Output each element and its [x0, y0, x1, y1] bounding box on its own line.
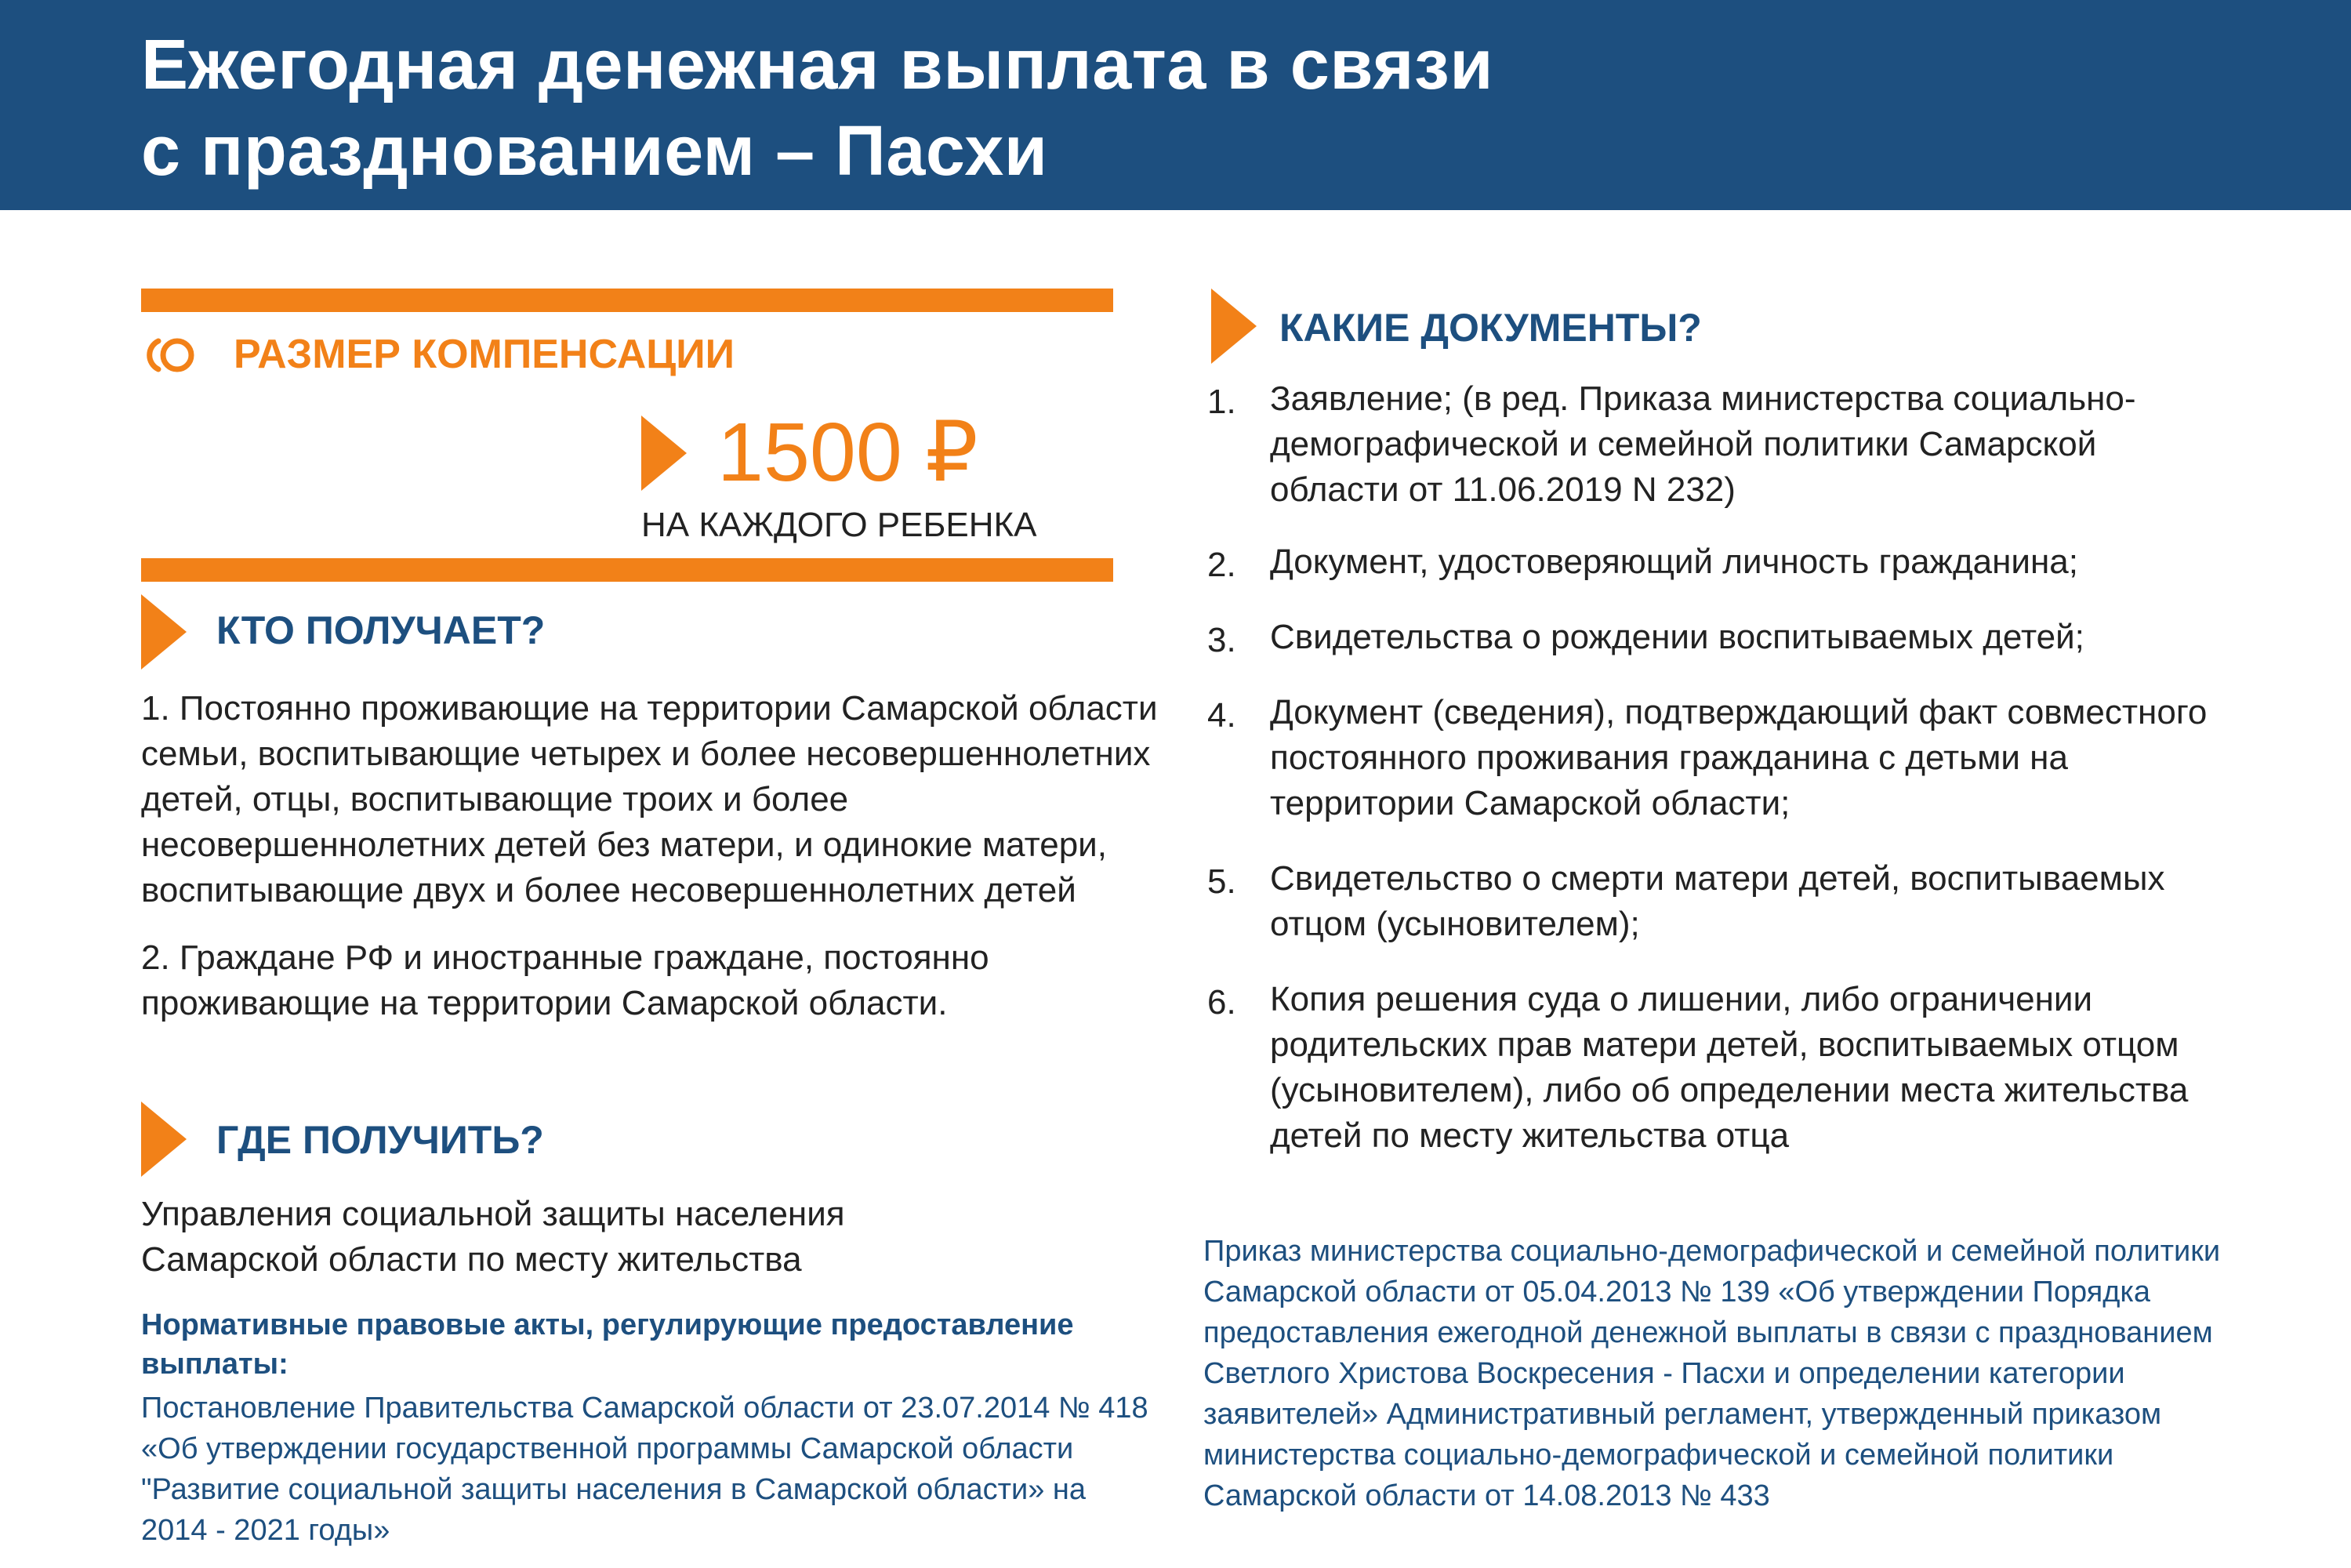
document-number: 5. — [1207, 862, 1236, 901]
documents-arrow-icon — [1211, 289, 1257, 364]
document-item — [1207, 690, 2226, 826]
who-item-1: 1. Постоянно проживающие на территории Самарской области семьи, воспитывающие четырех и более несовершеннолетних детей, отцы, воспитывающие троих и более несовершеннолетних детей без матери, и одинокие матери, воспитывающие двух и более несовершеннолетних детей — [141, 689, 1158, 909]
where-heading: ГДЕ ПОЛУЧИТЬ? — [216, 1118, 544, 1162]
compensation-amount: 1500 ₽ — [717, 406, 978, 499]
amount-arrow-icon — [641, 416, 687, 491]
where-text: Управления социальной защиты населения Самарской области по месту жительства — [141, 1195, 845, 1279]
who-description — [141, 686, 1168, 1026]
who-item-2: 2. Граждане РФ и иностранные граждане, постоянно проживающие на территории Самарской области. — [141, 938, 989, 1022]
title-line-2: с празднованием – Пасхи — [141, 112, 1048, 191]
top-orange-bar — [141, 289, 1113, 312]
page-title — [141, 22, 1493, 194]
document-number: 6. — [1207, 983, 1236, 1022]
document-number: 1. — [1207, 383, 1236, 421]
who-heading: КТО ПОЛУЧАЕТ? — [216, 608, 546, 652]
document-text: Копия решения суда о лишении, либо ограничении родительских прав матери детей, воспитываемых отцом (усыновителем), либо об определении места жительства детей по месту жительства отца — [1270, 980, 2189, 1155]
laws-heading: Нормативные правовые акты, регулирующие предоставление выплаты: — [141, 1308, 1074, 1381]
document-item — [1207, 376, 2226, 513]
document-text: Заявление; (в ред. Приказа министерства социально-демографической и семейной политики Самарской области от 11.06.2019 N 232) — [1270, 379, 2136, 509]
document-item — [1207, 615, 2226, 660]
order-text: Приказ министерства социально-демографической и семейной политики Самарской области от 05.04.2013 № 139 «Об утверждении Порядка предоставления ежегодной денежной выплаты в связи с празднованием Светлого Христова Воскресения - Пасхи и определении категории заявителей» Административный регламент, утвержденный приказом министерства социально-демографической и семейной политики Самарской области от 14.08.2013 № 433 — [1203, 1235, 2221, 1512]
document-number: 4. — [1207, 696, 1236, 735]
documents-heading: КАКИЕ ДОКУМЕНТЫ? — [1279, 306, 1702, 350]
document-text: Свидетельство о смерти матери детей, воспитываемых отцом (усыновителем); — [1270, 859, 2165, 943]
title-line-1: Ежегодная денежная выплата в связи — [141, 26, 1494, 104]
header-banner — [0, 0, 2351, 210]
compensation-heading: РАЗМЕР КОМПЕНСАЦИИ — [234, 332, 735, 377]
document-text: Свидетельства о рождении воспитываемых детей; — [1270, 618, 2084, 656]
who-arrow-icon — [141, 594, 187, 670]
document-text: Документ (сведения), подтверждающий факт совместного постоянного проживания гражданина с детьми на территории Самарской области; — [1270, 693, 2208, 822]
document-item — [1207, 977, 2226, 1159]
coin-ring-icon — [141, 333, 198, 377]
document-text: Документ, удостоверяющий личность гражданина; — [1270, 543, 2078, 581]
per-child-label: НА КАЖДОГО РЕБЕНКА — [641, 506, 1037, 544]
documents-list — [1207, 376, 2226, 1159]
laws-text: Постановление Правительства Самарской области от 23.07.2014 № 418 «Об утверждении государственной программы Самарской области "Развитие социальной защиты населения в Самарской области» на 2014 - 2021 годы» — [141, 1392, 1148, 1547]
bottom-orange-bar — [141, 558, 1113, 582]
document-item — [1207, 856, 2226, 947]
document-number: 2. — [1207, 546, 1236, 584]
document-item — [1207, 539, 2226, 585]
where-arrow-icon — [141, 1102, 187, 1177]
document-number: 3. — [1207, 621, 1236, 659]
